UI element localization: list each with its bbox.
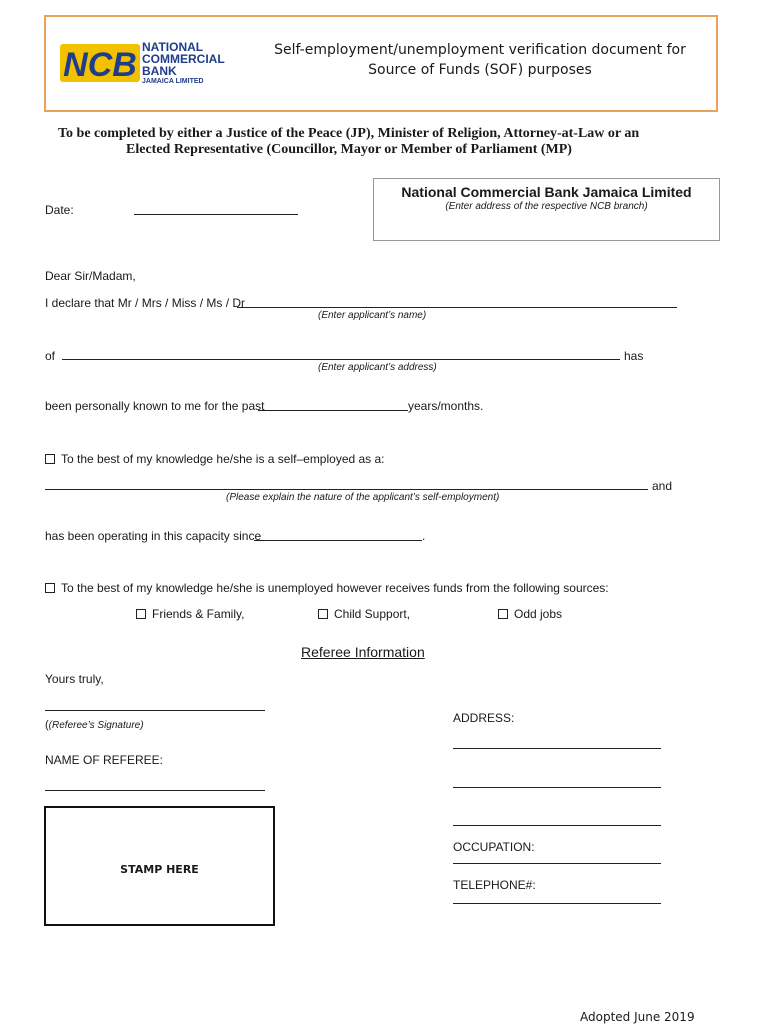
applicant-name-hint: (Enter applicant’s name) bbox=[318, 310, 427, 321]
referee-telephone-field[interactable] bbox=[453, 903, 661, 904]
declare-label: I declare that Mr / Mrs / Miss / Ms / Dr bbox=[45, 296, 246, 310]
document-title-line1: Self-employment/unemployment verification document for bbox=[274, 42, 686, 58]
applicant-address-field[interactable] bbox=[62, 359, 620, 360]
source-child-support[interactable] bbox=[318, 607, 410, 621]
bank-address-box[interactable] bbox=[373, 178, 720, 241]
has-label: has bbox=[624, 349, 644, 363]
source-odd-jobs[interactable] bbox=[498, 607, 562, 621]
instructions-line1: To be completed by either a Justice of the Peace (JP), Minister of Religion, Attorney-at-Law or an bbox=[58, 126, 640, 141]
signature-open-paren: ( bbox=[45, 719, 49, 731]
applicant-name-field[interactable] bbox=[237, 307, 677, 308]
referee-signature-hint bbox=[45, 715, 144, 733]
referee-signature-field[interactable] bbox=[45, 710, 265, 711]
closing: Yours truly, bbox=[45, 672, 104, 686]
known-label: been personally known to me for the past bbox=[45, 399, 265, 413]
self-employed-option[interactable] bbox=[45, 452, 385, 466]
date-field[interactable] bbox=[134, 214, 298, 215]
stamp-box bbox=[44, 806, 275, 926]
date-label: Date: bbox=[45, 203, 74, 217]
unemployed-checkbox[interactable] bbox=[45, 583, 55, 593]
telephone-label: TELEPHONE#: bbox=[453, 878, 536, 892]
self-employed-label: To the best of my knowledge he/she is a self–employed as a: bbox=[61, 452, 385, 466]
child-support-checkbox[interactable] bbox=[318, 609, 328, 619]
ncb-logo bbox=[60, 40, 250, 90]
self-employed-checkbox[interactable] bbox=[45, 454, 55, 464]
unemployed-option[interactable] bbox=[45, 581, 609, 595]
child-support-label: Child Support, bbox=[334, 607, 411, 621]
ncb-logo-icon bbox=[60, 40, 140, 86]
friends-family-label: Friends & Family, bbox=[152, 607, 245, 621]
referee-address-field-2[interactable] bbox=[453, 787, 661, 788]
referee-occupation-field[interactable] bbox=[453, 863, 661, 864]
logo-text-commercial: COMMERCIAL bbox=[142, 52, 225, 66]
signature-hint-text: (Referee’s Signature) bbox=[48, 720, 144, 731]
operating-suffix: . bbox=[422, 529, 426, 543]
bank-name: National Commercial Bank Jamaica Limited bbox=[401, 184, 692, 200]
adopted-date: Adopted June 2019 bbox=[580, 1010, 695, 1024]
bank-address-hint: (Enter address of the respective NCB branch) bbox=[445, 201, 648, 212]
applicant-address-hint: (Enter applicant’s address) bbox=[318, 362, 437, 373]
and-label: and bbox=[652, 479, 673, 493]
referee-address-field-1[interactable] bbox=[453, 748, 661, 749]
logo-text-jamaica: JAMAICA LIMITED bbox=[142, 78, 204, 85]
odd-jobs-label: Odd jobs bbox=[514, 607, 563, 621]
instructions-line2: Elected Representative (Councillor, Mayor or Member of Parliament (MP) bbox=[126, 142, 572, 157]
logo-text-national: NATIONAL bbox=[142, 40, 204, 54]
referee-name-label: NAME OF REFEREE: bbox=[45, 753, 164, 767]
of-label: of bbox=[45, 349, 56, 363]
unemployed-label: To the best of my knowledge he/she is unemployed however receives funds from the following sources: bbox=[61, 581, 609, 595]
known-suffix: years/months. bbox=[408, 399, 484, 413]
source-friends-family[interactable] bbox=[136, 607, 244, 621]
svg-text:NCB: NCB bbox=[63, 46, 137, 84]
logo-text-bank: BANK bbox=[142, 64, 177, 78]
friends-family-checkbox[interactable] bbox=[136, 609, 146, 619]
operating-label: has been operating in this capacity since bbox=[45, 529, 262, 543]
salutation: Dear Sir/Madam, bbox=[45, 269, 136, 283]
referee-section-title: Referee Information bbox=[301, 644, 425, 660]
occupation-label: OCCUPATION: bbox=[453, 840, 535, 854]
address-label: ADDRESS: bbox=[453, 711, 515, 725]
operating-since-field[interactable] bbox=[254, 540, 422, 541]
self-employment-nature-field[interactable] bbox=[45, 489, 648, 490]
referee-address-field-3[interactable] bbox=[453, 825, 661, 826]
odd-jobs-checkbox[interactable] bbox=[498, 609, 508, 619]
stamp-label: STAMP HERE bbox=[120, 863, 199, 876]
self-employment-nature-hint: (Please explain the nature of the applicant’s self-employment) bbox=[226, 492, 500, 503]
referee-name-field[interactable] bbox=[45, 790, 265, 791]
known-duration-field[interactable] bbox=[258, 410, 408, 411]
document-title-line2: Source of Funds (SOF) purposes bbox=[368, 62, 592, 78]
